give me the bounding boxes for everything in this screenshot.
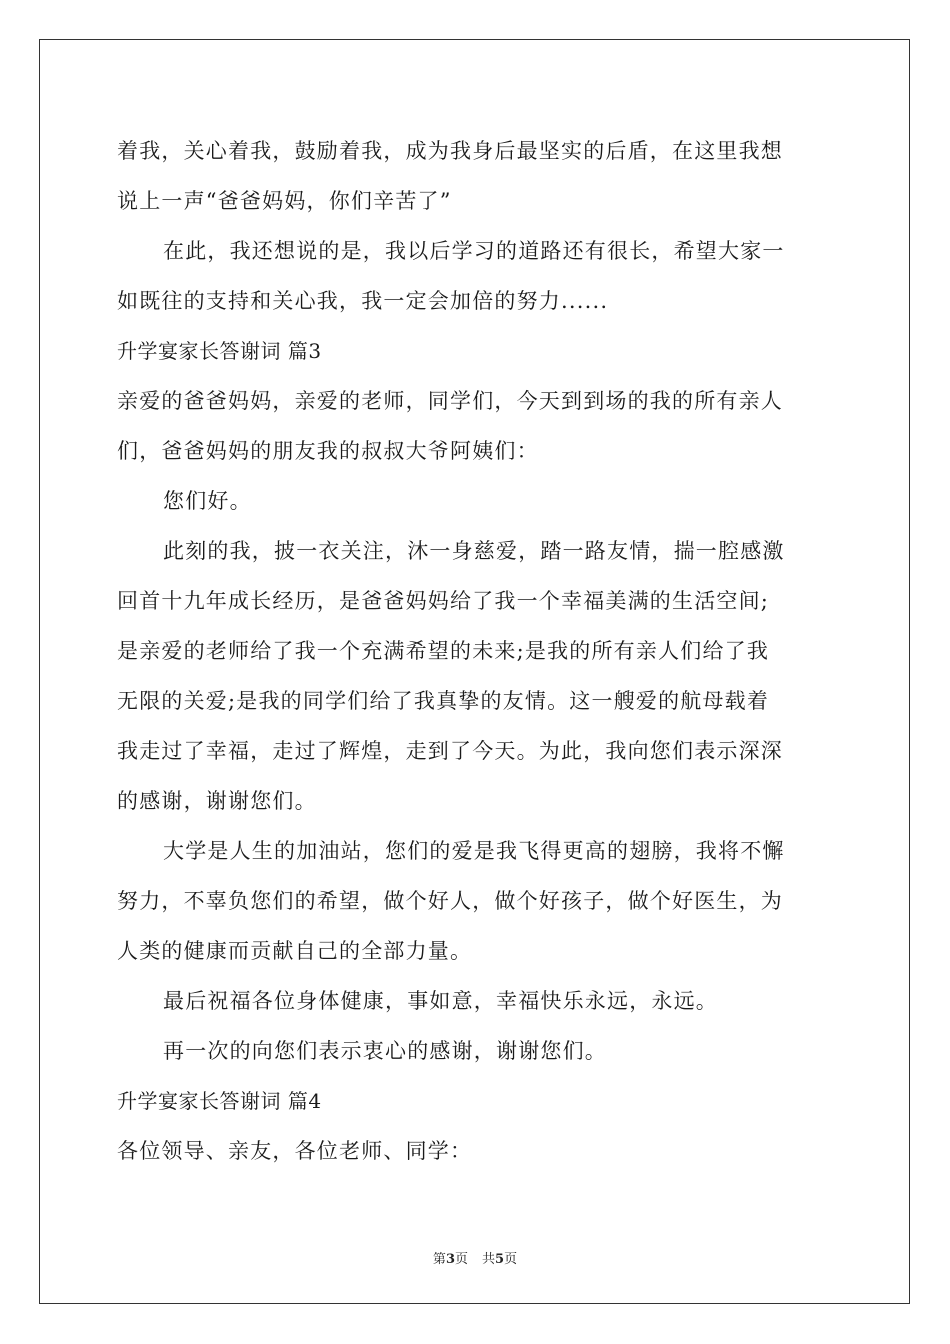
section-heading-text: 升学宴家长答谢词 篇4 — [117, 1089, 322, 1113]
section-heading — [117, 326, 837, 376]
document-body — [117, 126, 837, 1176]
paragraph-line: 此刻的我，披一衣关注，沐一身慈爱，踏一路友情，揣一腔感激 — [163, 539, 785, 563]
paragraph-line: 人类的健康而贡献自己的全部力量。 — [117, 939, 473, 963]
paragraph-line: 我走过了幸福，走过了辉煌，走到了今天。为此，我向您们表示深深 — [117, 739, 783, 763]
footer-total-prefix: 共 — [482, 1252, 496, 1267]
paragraph-line: 最后祝福各位身体健康，事如意，幸福快乐永远，永远。 — [163, 989, 718, 1013]
paragraph-line: 无限的关爱;是我的同学们给了我真挚的友情。这一艘爱的航母载着 — [117, 689, 770, 713]
footer-page-current: 3 — [445, 1252, 455, 1267]
paragraph — [117, 476, 837, 526]
paragraph-line: 大学是人生的加油站，您们的爱是我飞得更高的翅膀，我将不懈 — [163, 839, 785, 863]
footer-page-total: 5 — [495, 1252, 505, 1267]
section-heading-text: 升学宴家长答谢词 篇3 — [117, 339, 322, 363]
paragraph-line: 回首十九年成长经历，是爸爸妈妈给了我一个幸福美满的生活空间; — [117, 589, 770, 613]
paragraph — [117, 1026, 837, 1076]
paragraph-line: 努力，不辜负您们的希望，做个好人，做个好孩子，做个好医生，为 — [117, 889, 783, 913]
paragraph-line: 各位领导、亲友，各位老师、同学： — [117, 1139, 473, 1163]
paragraph-line: 再一次的向您们表示衷心的感谢，谢谢您们。 — [163, 1039, 607, 1063]
footer-total-suffix: 页 — [504, 1252, 518, 1267]
paragraph-line: 的感谢，谢谢您们。 — [117, 789, 317, 813]
paragraph-line: 在此，我还想说的是，我以后学习的道路还有很长，希望大家一 — [163, 239, 785, 263]
paragraph — [117, 826, 837, 976]
paragraph — [117, 976, 837, 1026]
page-footer — [0, 1248, 950, 1267]
paragraph-line: 亲爱的爸爸妈妈，亲爱的老师，同学们，今天到到场的我的所有亲人 — [117, 389, 783, 413]
paragraph — [117, 226, 837, 326]
paragraph-line: 着我，关心着我，鼓励着我，成为我身后最坚实的后盾，在这里我想 — [117, 139, 783, 163]
paragraph — [117, 1126, 837, 1176]
paragraph-line: 如既往的支持和关心我，我一定会加倍的努力...... — [117, 289, 609, 313]
paragraph — [117, 526, 837, 826]
paragraph — [117, 126, 837, 226]
paragraph-line: 说上一声“爸爸妈妈，你们辛苦了” — [117, 189, 452, 213]
paragraph-line: 是亲爱的老师给了我一个充满希望的未来;是我的所有亲人们给了我 — [117, 639, 770, 663]
paragraph — [117, 376, 837, 476]
footer-page-prefix: 第 — [432, 1252, 446, 1267]
footer-page-suffix: 页 — [454, 1252, 468, 1267]
paragraph-line: 您们好。 — [163, 489, 252, 513]
section-heading — [117, 1076, 837, 1126]
paragraph-line: 们，爸爸妈妈的朋友我的叔叔大爷阿姨们： — [117, 439, 539, 463]
